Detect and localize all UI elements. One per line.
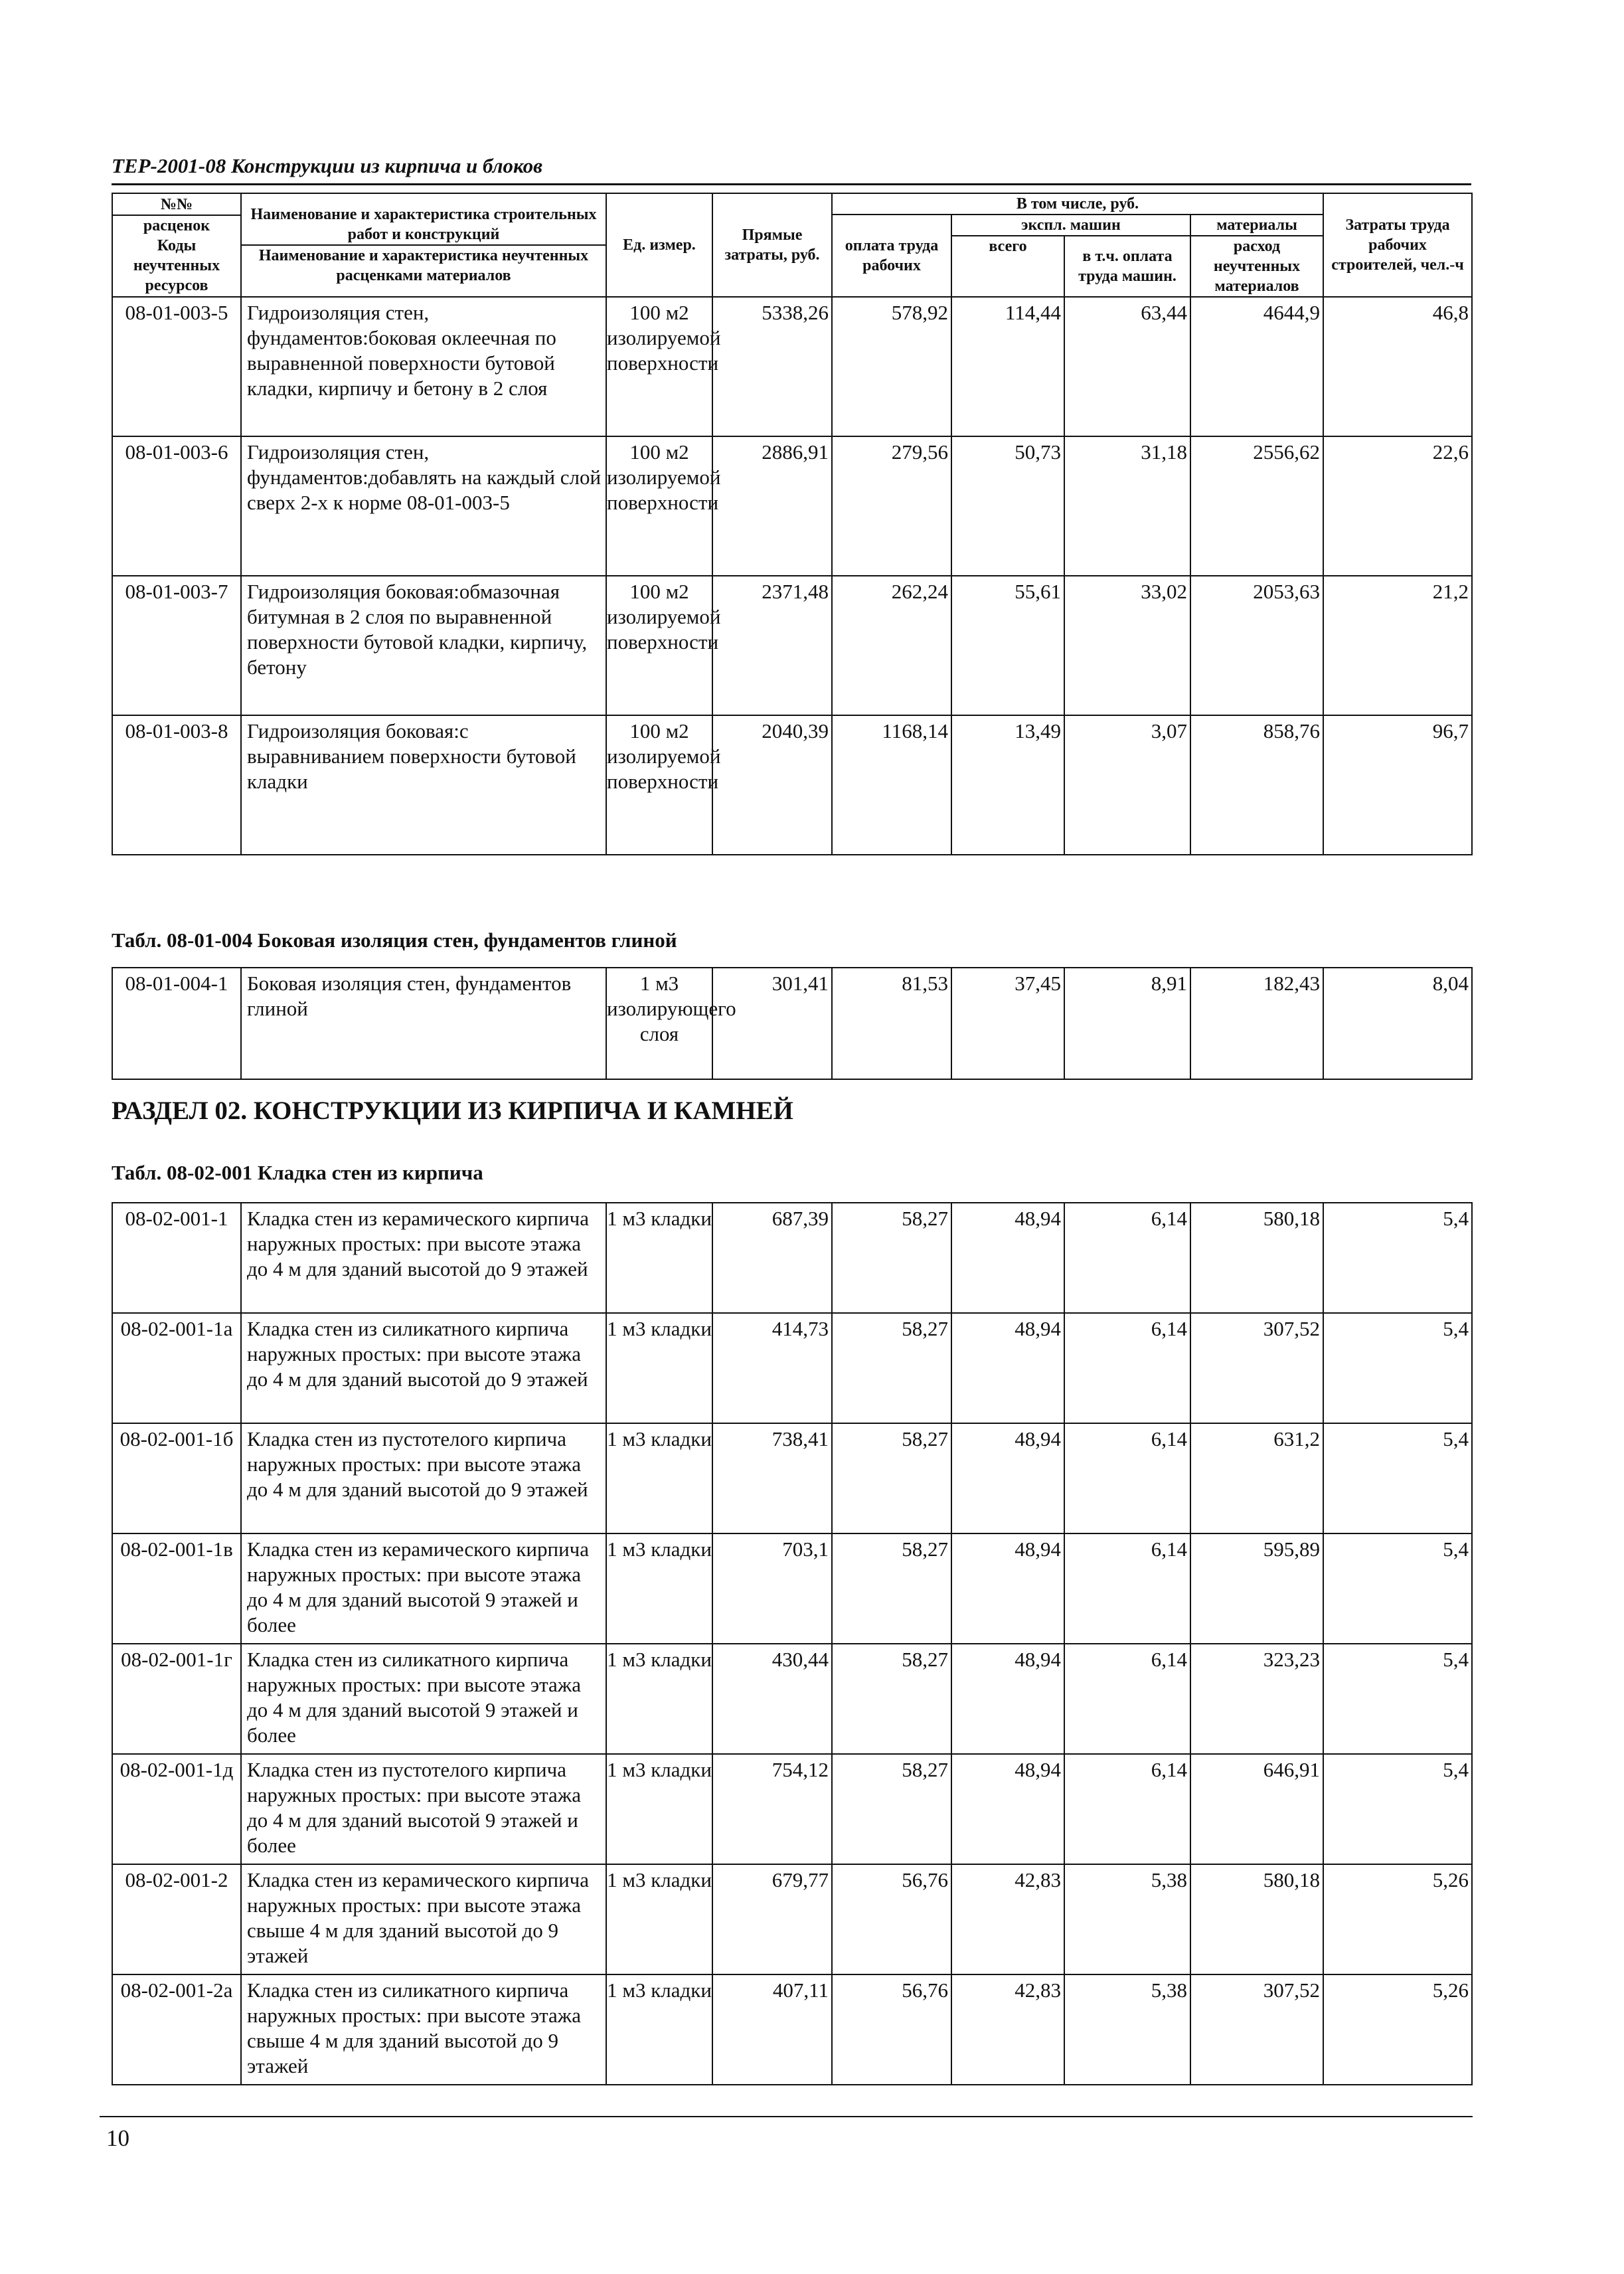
machine-costs-total: 48,94 <box>951 1644 1064 1754</box>
unit-of-measure: 1 м3 кладки <box>606 1533 712 1644</box>
rates-table-main <box>112 193 1473 855</box>
rate-code: 08-01-003-8 <box>112 715 241 855</box>
col-workers-header: Затраты труда рабочих строителей, чел.-ч <box>1323 193 1472 297</box>
material-costs: 858,76 <box>1190 715 1323 855</box>
rate-code: 08-02-001-1а <box>112 1313 241 1423</box>
machine-costs-total: 42,83 <box>951 1864 1064 1974</box>
unit-of-measure: 1 м3 кладки <box>606 1423 712 1533</box>
worker-hours: 5,4 <box>1323 1203 1472 1313</box>
machine-labor-costs: 63,44 <box>1064 297 1190 436</box>
col-unit-header: Ед. измер. <box>606 193 712 297</box>
col-name-header: Наименование и характеристика строительных работ и конструкций Наименование и характеристика неучтенных расценками материалов <box>241 193 606 297</box>
table1-body <box>112 297 1472 855</box>
material-costs: 631,2 <box>1190 1423 1323 1533</box>
direct-costs: 754,12 <box>712 1754 832 1864</box>
machine-labor-costs: 6,14 <box>1064 1533 1190 1644</box>
worker-hours: 5,26 <box>1323 1864 1472 1974</box>
material-costs: 580,18 <box>1190 1203 1323 1313</box>
labor-costs: 1168,14 <box>832 715 951 855</box>
material-costs: 307,52 <box>1190 1313 1323 1423</box>
table2-body <box>112 968 1472 1079</box>
labor-costs: 58,27 <box>832 1754 951 1864</box>
machine-costs-total: 50,73 <box>951 436 1064 576</box>
machine-labor-costs: 6,14 <box>1064 1754 1190 1864</box>
rate-code: 08-02-001-1в <box>112 1533 241 1644</box>
labor-costs: 58,27 <box>832 1313 951 1423</box>
work-name: Кладка стен из керамического кирпича наружных простых: при высоте этажа до 4 м для зданий высотой до 9 этажей <box>241 1203 606 1313</box>
machine-costs-total: 37,45 <box>951 968 1064 1079</box>
rate-code: 08-02-001-1д <box>112 1754 241 1864</box>
direct-costs: 687,39 <box>712 1203 832 1313</box>
table2-title: Табл. 08-01-004 Боковая изоляция стен, фундаментов глиной <box>112 928 677 952</box>
direct-costs: 430,44 <box>712 1644 832 1754</box>
table-row <box>112 436 1472 576</box>
worker-hours: 5,4 <box>1323 1754 1472 1864</box>
table-row <box>112 297 1472 436</box>
footer-rule <box>100 2116 1473 2117</box>
direct-costs: 703,1 <box>712 1533 832 1644</box>
table-row <box>112 576 1472 715</box>
machine-labor-costs: 8,91 <box>1064 968 1190 1079</box>
col-incl-header: В том числе, руб. <box>832 193 1323 215</box>
labor-costs: 56,76 <box>832 1864 951 1974</box>
machine-labor-costs: 6,14 <box>1064 1644 1190 1754</box>
worker-hours: 8,04 <box>1323 968 1472 1079</box>
work-name: Кладка стен из силикатного кирпича наружных простых: при высоте этажа до 4 м для зданий высотой до 9 этажей <box>241 1313 606 1423</box>
machine-labor-costs: 6,14 <box>1064 1203 1190 1313</box>
direct-costs: 2040,39 <box>712 715 832 855</box>
material-costs: 2556,62 <box>1190 436 1323 576</box>
col-materials-header: материалы <box>1190 215 1323 236</box>
table3-body <box>112 1203 1472 2085</box>
direct-costs: 738,41 <box>712 1423 832 1533</box>
worker-hours: 21,2 <box>1323 576 1472 715</box>
unit-of-measure: 1 м3 кладки <box>606 1754 712 1864</box>
work-name: Боковая изоляция стен, фундаментов глиной <box>241 968 606 1079</box>
rate-code: 08-02-001-1 <box>112 1203 241 1313</box>
work-name: Кладка стен из керамического кирпича наружных простых: при высоте этажа до 4 м для зданий высотой 9 этажей и более <box>241 1533 606 1644</box>
direct-costs: 301,41 <box>712 968 832 1079</box>
rate-code: 08-02-001-2 <box>112 1864 241 1974</box>
table-row <box>112 1754 1472 1864</box>
labor-costs: 56,76 <box>832 1974 951 2085</box>
labor-costs: 58,27 <box>832 1203 951 1313</box>
col-mach-total-header: всего <box>951 236 1064 297</box>
unit-of-measure: 1 м3 кладки <box>606 1644 712 1754</box>
material-costs: 307,52 <box>1190 1974 1323 2085</box>
worker-hours: 5,4 <box>1323 1423 1472 1533</box>
col-direct-header: Прямые затраты, руб. <box>712 193 832 297</box>
unit-of-measure: 100 м2 изолируемой поверхности <box>606 297 712 436</box>
worker-hours: 46,8 <box>1323 297 1472 436</box>
rate-code: 08-01-004-1 <box>112 968 241 1079</box>
rate-code: 08-02-001-2а <box>112 1974 241 2085</box>
material-costs: 2053,63 <box>1190 576 1323 715</box>
machine-labor-costs: 31,18 <box>1064 436 1190 576</box>
running-title: ТЕР-2001-08 Конструкции из кирпича и блоков <box>112 154 542 177</box>
machine-costs-total: 13,49 <box>951 715 1064 855</box>
table3-title: Табл. 08-02-001 Кладка стен из кирпича <box>112 1161 483 1184</box>
unit-of-measure: 100 м2 изолируемой поверхности <box>606 576 712 715</box>
worker-hours: 5,4 <box>1323 1644 1472 1754</box>
machine-labor-costs: 5,38 <box>1064 1864 1190 1974</box>
direct-costs: 5338,26 <box>712 297 832 436</box>
direct-costs: 2886,91 <box>712 436 832 576</box>
worker-hours: 5,26 <box>1323 1974 1472 2085</box>
machine-costs-total: 114,44 <box>951 297 1064 436</box>
material-costs: 646,91 <box>1190 1754 1323 1864</box>
rate-code: 08-01-003-6 <box>112 436 241 576</box>
machine-labor-costs: 6,14 <box>1064 1313 1190 1423</box>
work-name: Кладка стен из силикатного кирпича наружных простых: при высоте этажа до 4 м для зданий высотой 9 этажей и более <box>241 1644 606 1754</box>
labor-costs: 81,53 <box>832 968 951 1079</box>
work-name: Кладка стен из пустотелого кирпича наружных простых: при высоте этажа до 4 м для зданий высотой 9 этажей и более <box>241 1754 606 1864</box>
table-row <box>112 968 1472 1079</box>
col-mach-labor-header: в т.ч. оплата труда машин. <box>1064 236 1190 297</box>
unit-of-measure: 1 м3 кладки <box>606 1313 712 1423</box>
labor-costs: 262,24 <box>832 576 951 715</box>
work-name: Кладка стен из пустотелого кирпича наружных простых: при высоте этажа до 4 м для зданий высотой до 9 этажей <box>241 1423 606 1533</box>
section-title: РАЗДЕЛ 02. КОНСТРУКЦИИ ИЗ КИРПИЧА И КАМНЕЙ <box>112 1096 793 1125</box>
labor-costs: 279,56 <box>832 436 951 576</box>
machine-costs-total: 48,94 <box>951 1533 1064 1644</box>
unit-of-measure: 100 м2 изолируемой поверхности <box>606 715 712 855</box>
machine-labor-costs: 3,07 <box>1064 715 1190 855</box>
worker-hours: 5,4 <box>1323 1533 1472 1644</box>
rates-table-3 <box>112 1202 1473 2085</box>
col-machines-header: экспл. машин <box>951 215 1190 236</box>
worker-hours: 5,4 <box>1323 1313 1472 1423</box>
direct-costs: 679,77 <box>712 1864 832 1974</box>
machine-costs-total: 42,83 <box>951 1974 1064 2085</box>
rate-code: 08-01-003-7 <box>112 576 241 715</box>
machine-costs-total: 48,94 <box>951 1313 1064 1423</box>
work-name: Гидроизоляция стен, фундаментов:добавлять на каждый слой сверх 2-х к норме 08-01-003-5 <box>241 436 606 576</box>
table-row <box>112 1203 1472 1313</box>
page-number: 10 <box>106 2125 129 2151</box>
machine-costs-total: 48,94 <box>951 1754 1064 1864</box>
direct-costs: 414,73 <box>712 1313 832 1423</box>
worker-hours: 96,7 <box>1323 715 1472 855</box>
material-costs: 595,89 <box>1190 1533 1323 1644</box>
table-row <box>112 1423 1472 1533</box>
table-row <box>112 1313 1472 1423</box>
table-row <box>112 1864 1472 1974</box>
material-costs: 323,23 <box>1190 1644 1323 1754</box>
rates-table-2 <box>112 967 1473 1080</box>
work-name: Кладка стен из керамического кирпича наружных простых: при высоте этажа свыше 4 м для зданий высотой до 9 этажей <box>241 1864 606 1974</box>
material-costs: 182,43 <box>1190 968 1323 1079</box>
work-name: Гидроизоляция стен, фундаментов:боковая оклеечная по выравненной поверхности бутовой кладки, кирпичу и бетону в 2 слоя <box>241 297 606 436</box>
table-row <box>112 1533 1472 1644</box>
machine-costs-total: 55,61 <box>951 576 1064 715</box>
col-labor-header: оплата труда рабочих <box>832 215 951 297</box>
labor-costs: 58,27 <box>832 1644 951 1754</box>
col-code-header: №№ расценок Коды неучтенных ресурсов <box>112 193 241 297</box>
table-row <box>112 715 1472 855</box>
table-row <box>112 1974 1472 2085</box>
machine-labor-costs: 6,14 <box>1064 1423 1190 1533</box>
material-costs: 4644,9 <box>1190 297 1323 436</box>
machine-costs-total: 48,94 <box>951 1203 1064 1313</box>
unit-of-measure: 1 м3 кладки <box>606 1864 712 1974</box>
direct-costs: 407,11 <box>712 1974 832 2085</box>
labor-costs: 58,27 <box>832 1423 951 1533</box>
machine-labor-costs: 5,38 <box>1064 1974 1190 2085</box>
work-name: Кладка стен из силикатного кирпича наружных простых: при высоте этажа свыше 4 м для зданий высотой до 9 этажей <box>241 1974 606 2085</box>
direct-costs: 2371,48 <box>712 576 832 715</box>
machine-labor-costs: 33,02 <box>1064 576 1190 715</box>
unit-of-measure: 1 м3 изолирующего слоя <box>606 968 712 1079</box>
work-name: Гидроизоляция боковая:с выравниванием поверхности бутовой кладки <box>241 715 606 855</box>
machine-costs-total: 48,94 <box>951 1423 1064 1533</box>
material-costs: 580,18 <box>1190 1864 1323 1974</box>
col-mat-sub-header: расход неучтенных материалов <box>1190 236 1323 297</box>
unit-of-measure: 1 м3 кладки <box>606 1203 712 1313</box>
rate-code: 08-02-001-1г <box>112 1644 241 1754</box>
unit-of-measure: 1 м3 кладки <box>606 1974 712 2085</box>
rate-code: 08-01-003-5 <box>112 297 241 436</box>
rate-code: 08-02-001-1б <box>112 1423 241 1533</box>
labor-costs: 58,27 <box>832 1533 951 1644</box>
unit-of-measure: 100 м2 изолируемой поверхности <box>606 436 712 576</box>
worker-hours: 22,6 <box>1323 436 1472 576</box>
header-rule <box>112 183 1471 185</box>
work-name: Гидроизоляция боковая:обмазочная битумная в 2 слоя по выравненной поверхности бутовой кладки, кирпичу, бетону <box>241 576 606 715</box>
labor-costs: 578,92 <box>832 297 951 436</box>
table-row <box>112 1644 1472 1754</box>
